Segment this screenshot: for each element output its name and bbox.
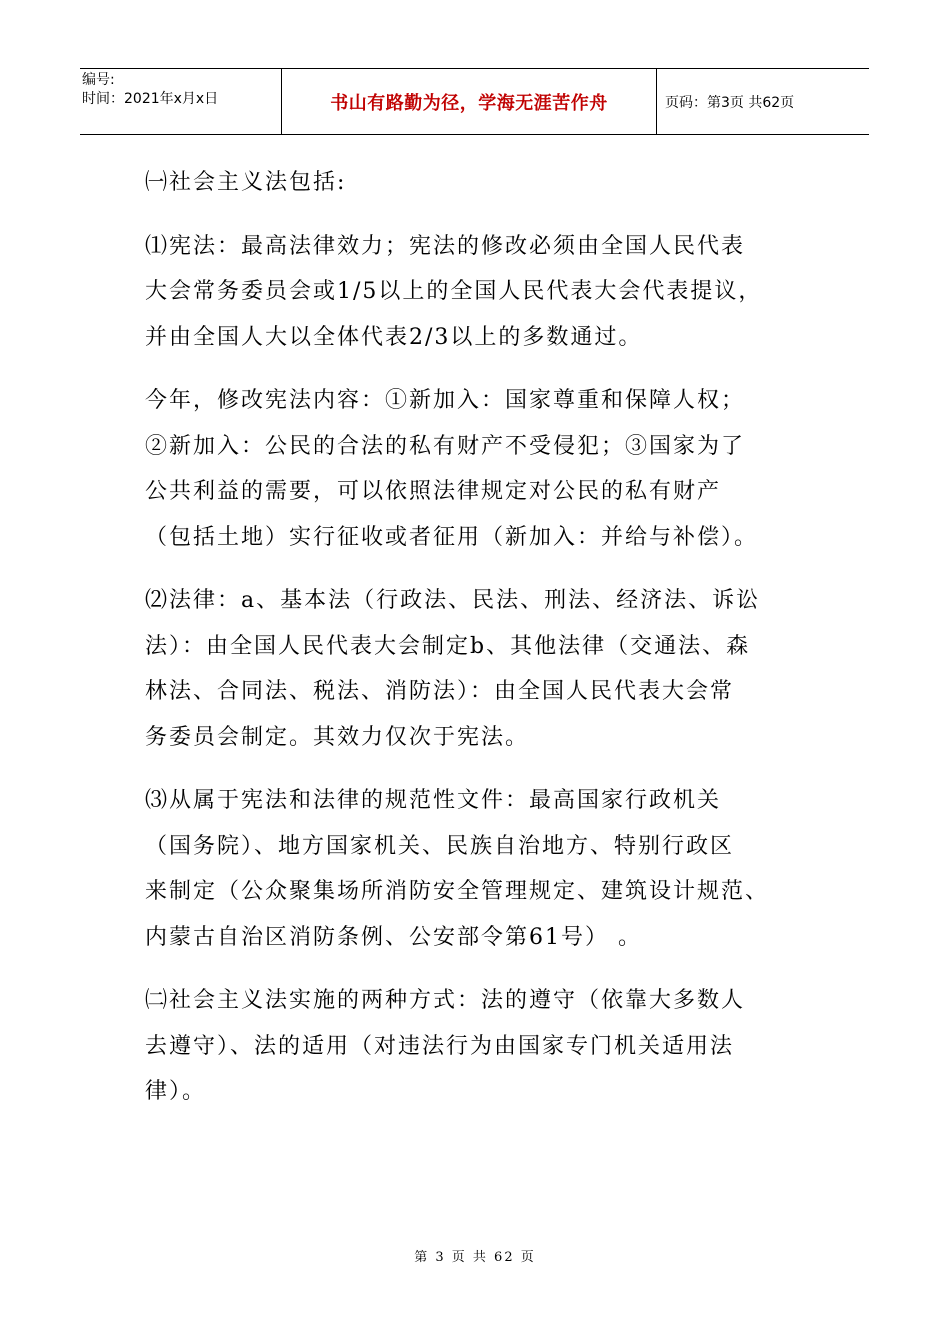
document-date: 时间：2021年x月x日 [82,91,219,107]
paragraph [145,378,810,560]
header-motto: 书山有路勤为径，学海无涯苦作舟 [330,92,608,114]
paragraph [145,578,810,760]
paragraph [145,160,810,206]
paragraph [145,978,810,1115]
text-line: 内蒙古自治区消防条例、公安部令第61号） 。 [145,924,642,950]
paragraph [145,778,810,960]
footer-page-number: 第 3 页 共 62 页 [414,1250,536,1265]
text-line: 务委员会制定。其效力仅次于宪法。 [145,724,530,750]
header-page-info: 页码：第3页 共62页 [665,94,795,111]
text-line: ⑶从属于宪法和法律的规范性文件：最高国家行政机关 [145,788,722,813]
text-line: 律）。 [145,1079,207,1104]
header-page-cell [657,69,869,134]
header-meta-cell [80,69,282,134]
text-line: 大会常务委员会或1/5以上的全国人民代表大会代表提议， [145,279,763,304]
text-line: 来制定（公众聚集场所消防安全管理规定、建筑设计规范、 [145,879,770,904]
text-line: ⑵法律：a、基本法（行政法、民法、刑法、经济法、诉讼 [145,588,761,613]
text-line: 林法、合同法、税法、消防法）：由全国人民代表大会常 [145,679,735,704]
document-number-label: 编号: [82,72,115,88]
text-line: ㈠社会主义法包括: [145,170,347,195]
text-line: ㈡社会主义法实施的两种方式：法的遵守（依靠大多数人 [145,988,746,1013]
document-body [145,160,810,1133]
text-line: ②新加入：公民的合法的私有财产不受侵犯；③国家为了 [145,433,746,459]
text-line: ⑴宪法：最高法律效力；宪法的修改必须由全国人民代表 [145,233,746,259]
text-line: 今年，修改宪法内容：①新加入：国家尊重和保障人权； [145,388,746,413]
page-header [80,68,869,135]
text-line: （国务院）、地方国家机关、民族自治地方、特别行政区 [145,833,735,859]
text-line: 并由全国人大以全体代表2/3以上的多数通过。 [145,324,643,350]
paragraph [145,224,810,361]
text-line: （包括土地）实行征收或者征用（新加入：并给与补偿）。 [145,524,759,550]
header-motto-cell [282,69,657,134]
text-line: 去遵守）、法的适用（对违法行为由国家专门机关适用法 [145,1033,735,1059]
text-line: 公共利益的需要，可以依照法律规定对公民的私有财产 [145,479,722,504]
page-footer [0,1246,950,1265]
text-line: 法）：由全国人民代表大会制定b、其他法律（交通法、森 [145,633,751,659]
